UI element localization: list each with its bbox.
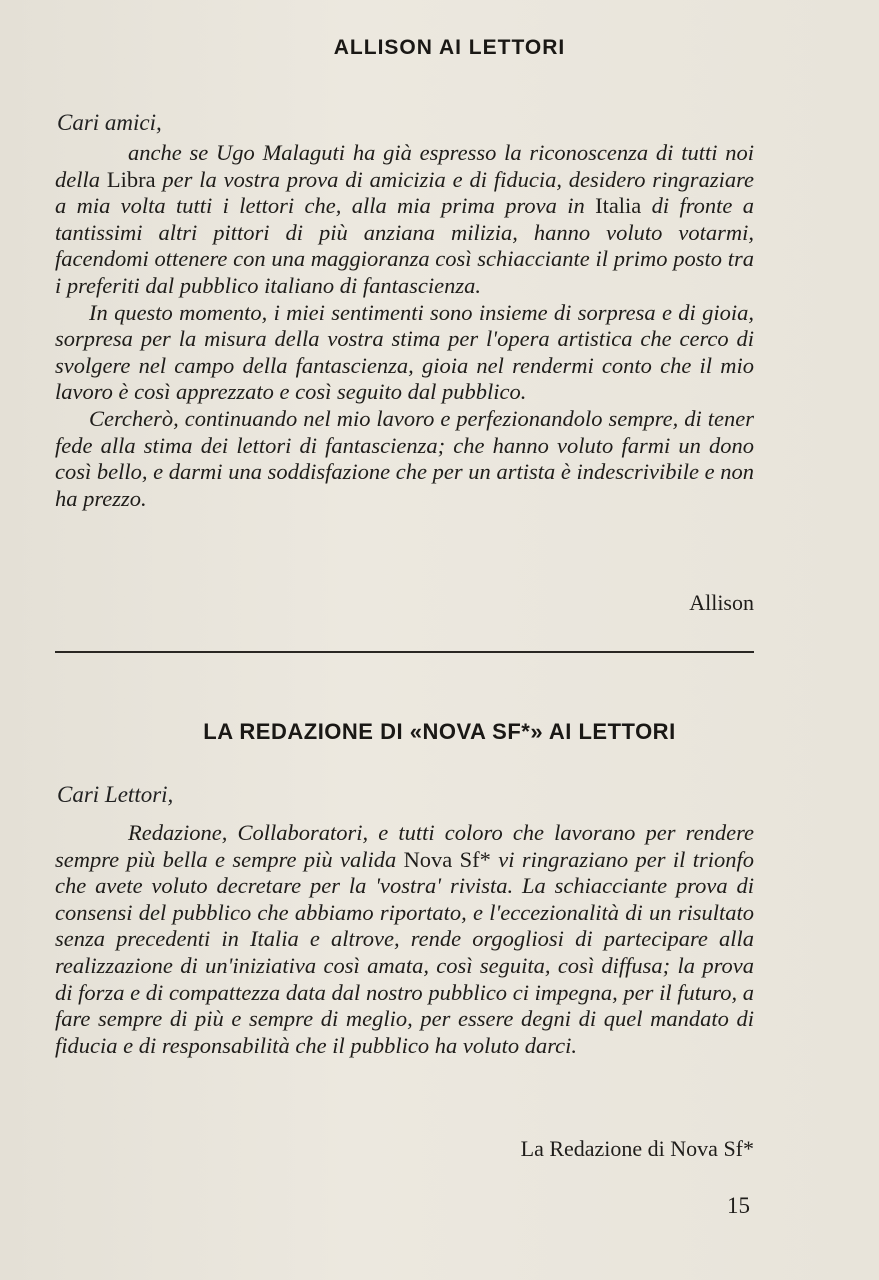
letter-body-redazione	[55, 820, 754, 1059]
salutation-allison: Cari amici,	[57, 110, 162, 135]
section-title-redazione: LA REDAZIONE DI «NOVA SF*» AI LETTORI	[203, 719, 676, 744]
page-number: 15	[727, 1193, 750, 1218]
country-name: Italia	[595, 193, 642, 219]
text-run: per la vostra prova di amicizia e di fiducia, desidero ringraziare a mia volta tutti i lettori che, alla mia prima prova in	[55, 166, 754, 219]
signature-redazione: La Redazione di Nova Sf*	[520, 1136, 754, 1161]
paragraph-3: Cercherò, continuando nel mio lavoro e perfezionandolo sempre, di tener fede alla stima dei lettori di fantascienza; che hanno voluto farmi un dono così bello, e darmi una soddisfazione che per un artista è indescrivibile e non ha prezzo.	[55, 405, 754, 511]
publisher-name: Libra	[106, 166, 156, 192]
magazine-name: Nova Sf*	[403, 846, 491, 872]
salutation-redazione: Cari Lettori,	[57, 782, 174, 807]
paragraph-2: In questo momento, i miei sentimenti sono insieme di sorpresa e di gioia, sorpresa per la misura della vostra stima per l'opera artistica che cerco di svolgere nel campo della fantascienza, gioia nel rendermi conto che il mio lavoro è così apprezzato e così seguito dal pubblico.	[55, 299, 754, 405]
paragraph-1	[55, 820, 754, 1059]
section-divider	[55, 651, 754, 653]
section-title-allison: ALLISON AI LETTORI	[333, 36, 566, 59]
paragraph-1	[55, 140, 754, 300]
text-run: Redazione, Collaboratori, e tutti coloro che lavorano per rendere sempre più bella e sempre più valida	[55, 820, 754, 872]
signature-allison: Allison	[689, 590, 754, 615]
letter-body-allison	[55, 140, 754, 512]
text-run: vi ringraziano per il trionfo che avete voluto decretare per la 'vostra' rivista. La schiacciante prova di consensi del pubblico che abbiamo riportato, e l'eccezionalità di un risultato senza precedenti in Italia e altrove, rende orgogliosi di partecipare alla realizzazione di un'iniziativa così amata, così seguita, così diffusa; la prova di forza e di compattezza data dal nostro pubblico ci impegna, per il futuro, a fare sempre di più e sempre di meglio, per essere degni di quel mandato di fiducia e di responsabilità che il pubblico ha voluto darci.	[55, 846, 755, 1058]
text-run: anche se Ugo Malaguti ha già espresso la riconoscenza di tutti noi della	[55, 140, 754, 192]
text-run: di fronte a tantissimi altri pittori di più anziana milizia, hanno voluto votarmi, facendomi ottenere con una maggioranza così schiacciante il primo posto tra i preferiti dal pubblico italiano di fantascienza.	[55, 193, 754, 298]
